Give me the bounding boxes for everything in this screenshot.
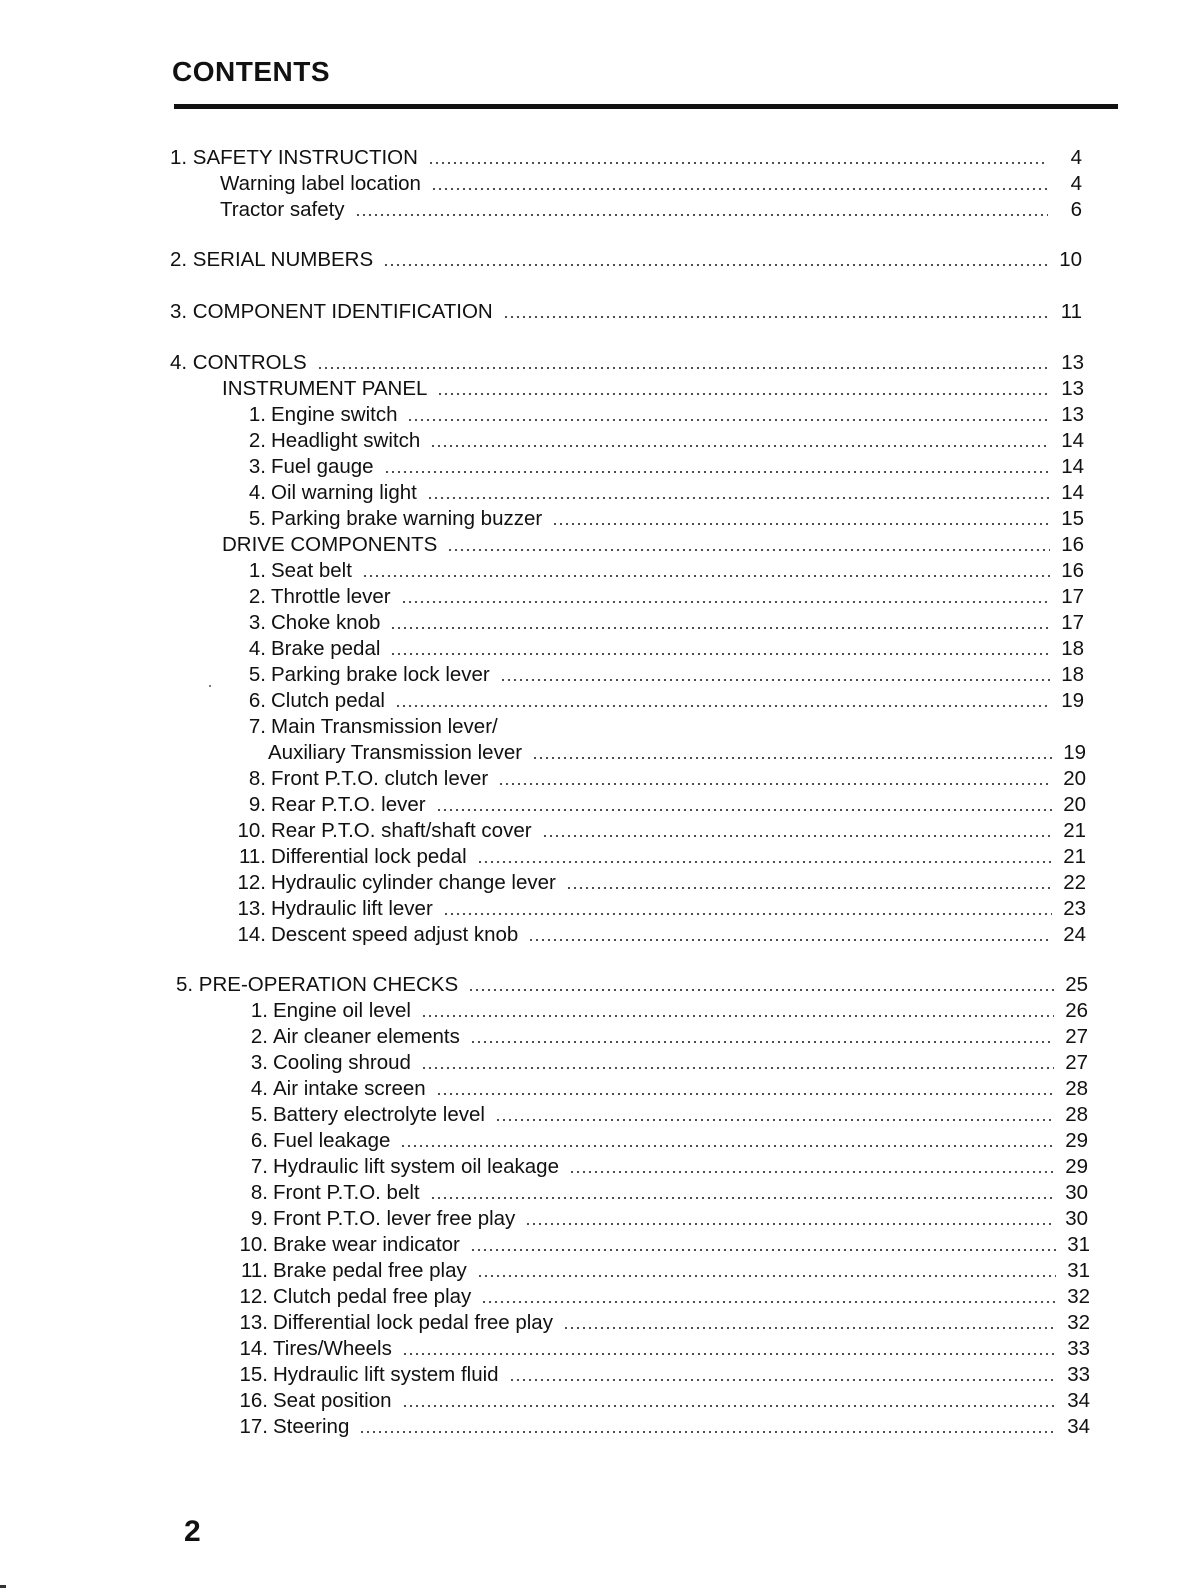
toc-entry-number: 8. xyxy=(248,767,266,790)
toc-entry-label: Engine oil level xyxy=(273,999,411,1022)
toc-entry-page: 26 xyxy=(1065,999,1088,1022)
toc-entry-label: Tractor safety xyxy=(220,198,345,221)
toc-entry-number: 16. xyxy=(239,1389,268,1412)
dot-leader xyxy=(400,1145,1054,1147)
dot-leader xyxy=(525,1223,1054,1225)
toc-entry xyxy=(220,198,1082,222)
toc-entry xyxy=(234,1207,1088,1231)
toc-entry-number: 5. xyxy=(248,663,266,686)
dot-leader xyxy=(552,523,1050,525)
toc-entry xyxy=(232,767,1086,791)
toc-entry-page: 19 xyxy=(1061,689,1084,712)
dot-leader xyxy=(569,1171,1054,1173)
toc-entry-page: 17 xyxy=(1061,611,1084,634)
toc-entry xyxy=(226,1233,1090,1257)
toc-entry-number: 3. xyxy=(248,455,266,478)
toc-entry xyxy=(234,1181,1088,1205)
toc-entry-number: 4. xyxy=(250,1077,268,1100)
dot-leader xyxy=(481,1301,1056,1303)
toc-entry-label: Main Transmission lever/ xyxy=(271,715,498,738)
toc-entry xyxy=(222,377,1084,401)
toc-entry-label: 4. CONTROLS xyxy=(170,351,307,374)
toc-entry-page: 18 xyxy=(1061,637,1084,660)
toc-entry-label: Cooling shroud xyxy=(273,1051,411,1074)
toc-entry-page: 32 xyxy=(1067,1311,1090,1334)
dot-leader xyxy=(563,1327,1056,1329)
toc-entry xyxy=(170,248,1082,272)
toc-entry-number: 7. xyxy=(248,715,266,738)
toc-entry-label: Air intake screen xyxy=(273,1077,426,1100)
dot-leader xyxy=(495,1119,1054,1121)
toc-entry-page: 13 xyxy=(1061,403,1084,426)
toc-entry-page: 10 xyxy=(1059,248,1082,271)
toc-entry-label: Differential lock pedal free play xyxy=(273,1311,553,1334)
toc-entry-page: 28 xyxy=(1065,1103,1088,1126)
toc-entry-page: 33 xyxy=(1067,1337,1090,1360)
dot-leader xyxy=(427,497,1050,499)
toc-entry-label: Warning label location xyxy=(220,172,421,195)
dot-leader xyxy=(384,471,1050,473)
toc-entry-label: Seat position xyxy=(273,1389,392,1412)
toc-entry-page: 20 xyxy=(1063,793,1086,816)
toc-entry-number: 11. xyxy=(239,845,266,868)
page-number: 2 xyxy=(184,1515,201,1548)
toc-entry-page: 34 xyxy=(1067,1415,1090,1438)
dot-leader xyxy=(500,679,1050,681)
dot-leader xyxy=(402,1405,1056,1407)
dot-leader xyxy=(430,1197,1054,1199)
toc-entry-label: Headlight switch xyxy=(271,429,421,452)
dot-leader xyxy=(528,939,1052,941)
dot-leader xyxy=(390,653,1050,655)
toc-entry xyxy=(234,1129,1088,1153)
toc-entry-number: 15. xyxy=(239,1363,268,1386)
dot-leader xyxy=(477,861,1052,863)
toc-entry xyxy=(226,1415,1090,1439)
dot-leader xyxy=(447,549,1050,551)
toc-entry-page: 32 xyxy=(1067,1285,1090,1308)
toc-entry xyxy=(226,1311,1090,1335)
dot-leader xyxy=(532,757,1052,759)
toc-entry-page: 23 xyxy=(1063,897,1086,920)
dot-leader xyxy=(468,989,1054,991)
toc-entry xyxy=(234,1025,1088,1049)
toc-entry-label: 1. SAFETY INSTRUCTION xyxy=(170,146,418,169)
toc-entry xyxy=(234,999,1088,1023)
dot-leader xyxy=(390,627,1050,629)
toc-entry-label: Air cleaner elements xyxy=(273,1025,460,1048)
toc-entry-number: 3. xyxy=(248,611,266,634)
toc-entry xyxy=(170,351,1084,375)
toc-entry-label: Front P.T.O. belt xyxy=(273,1181,420,1204)
toc-entry-page: 11 xyxy=(1060,300,1082,323)
dot-leader xyxy=(443,913,1052,915)
toc-entry xyxy=(232,793,1086,817)
dot-leader xyxy=(509,1379,1056,1381)
toc-entry-label: 2. SERIAL NUMBERS xyxy=(170,248,374,271)
toc-entry xyxy=(232,611,1084,635)
toc-entry xyxy=(232,689,1084,713)
dot-leader xyxy=(402,1353,1056,1355)
toc-entry-page: 14 xyxy=(1061,429,1084,452)
toc-entry-page: 21 xyxy=(1063,845,1086,868)
scan-mark xyxy=(0,1585,6,1588)
dot-leader xyxy=(436,809,1052,811)
toc-entry-label: Choke knob xyxy=(271,611,381,634)
toc-entry xyxy=(232,429,1084,453)
toc-entry xyxy=(232,455,1084,479)
toc-entry-number: 5. xyxy=(248,507,266,530)
dot-leader xyxy=(359,1431,1056,1433)
dot-leader xyxy=(395,705,1050,707)
dot-leader xyxy=(470,1041,1054,1043)
toc-entry xyxy=(232,481,1084,505)
dot-leader xyxy=(317,367,1050,369)
toc-entry-page: 14 xyxy=(1061,481,1084,504)
toc-entry xyxy=(234,1051,1088,1075)
toc-entry-number: 1. xyxy=(248,559,266,582)
toc-entry-page: 21 xyxy=(1063,819,1086,842)
toc-entry-label: Tires/Wheels xyxy=(273,1337,392,1360)
toc-entry-page: 24 xyxy=(1063,923,1086,946)
toc-entry xyxy=(232,715,498,739)
toc-entry-page: 27 xyxy=(1065,1025,1088,1048)
toc-entry-label: Hydraulic cylinder change lever xyxy=(271,871,556,894)
toc-entry-label: INSTRUMENT PANEL xyxy=(222,377,428,400)
toc-entry-page: 31 xyxy=(1067,1259,1090,1282)
toc-entry-number: 9. xyxy=(250,1207,268,1230)
toc-entry-number: 1. xyxy=(248,403,266,426)
toc-entry-label: 3. COMPONENT IDENTIFICATION xyxy=(170,300,493,323)
dot-leader xyxy=(431,188,1048,190)
toc-entry xyxy=(226,1337,1090,1361)
toc-entry-label: Descent speed adjust knob xyxy=(271,923,519,946)
toc-entry-label: Front P.T.O. clutch lever xyxy=(271,767,489,790)
toc-entry-page: 4 xyxy=(1070,146,1082,169)
dot-leader xyxy=(421,1067,1054,1069)
page-title: CONTENTS xyxy=(172,56,330,87)
toc-entry-number: 13. xyxy=(237,897,266,920)
toc-entry-number: 12. xyxy=(237,871,266,894)
dot-leader xyxy=(421,1015,1054,1017)
toc-entry xyxy=(220,172,1082,196)
toc-entry-label: Seat belt xyxy=(271,559,352,582)
toc-entry-page: 13 xyxy=(1061,351,1084,374)
dot-leader xyxy=(477,1275,1056,1277)
toc-entry-number: 1. xyxy=(250,999,268,1022)
scan-speck xyxy=(209,685,211,687)
toc-entry-label: Engine switch xyxy=(271,403,398,426)
toc-entry-page: 17 xyxy=(1061,585,1084,608)
toc-entry-page: 33 xyxy=(1067,1363,1090,1386)
toc-entry-page: 31 xyxy=(1067,1233,1090,1256)
dot-leader xyxy=(503,316,1048,318)
toc-entry xyxy=(222,533,1084,557)
toc-entry-page: 20 xyxy=(1063,767,1086,790)
toc-entry-page: 18 xyxy=(1061,663,1084,686)
toc-entry xyxy=(170,146,1082,170)
dot-leader xyxy=(407,419,1050,421)
dot-leader xyxy=(430,445,1050,447)
toc-entry-label: Hydraulic lift system oil leakage xyxy=(273,1155,559,1178)
toc-entry-label: Clutch pedal xyxy=(271,689,385,712)
toc-entry-label: Fuel leakage xyxy=(273,1129,391,1152)
toc-entry-page: 4 xyxy=(1070,172,1082,195)
toc-entry-number: 14. xyxy=(237,923,266,946)
toc-entry-label: Steering xyxy=(273,1415,350,1438)
toc-entry-label: Differential lock pedal xyxy=(271,845,467,868)
toc-entry-number: 4. xyxy=(248,481,266,504)
toc-entry xyxy=(232,663,1084,687)
dot-leader xyxy=(498,783,1052,785)
toc-entry-number: 9. xyxy=(248,793,266,816)
toc-entry-page: 30 xyxy=(1065,1181,1088,1204)
toc-entry xyxy=(232,585,1084,609)
toc-entry xyxy=(234,1103,1088,1127)
toc-entry-page: 22 xyxy=(1063,871,1086,894)
toc-entry-number: 2. xyxy=(250,1025,268,1048)
toc-entry-page: 6 xyxy=(1070,198,1082,221)
toc-entry-label: Hydraulic lift lever xyxy=(271,897,433,920)
dot-leader xyxy=(542,835,1052,837)
toc-entry-number: 8. xyxy=(250,1181,268,1204)
toc-entry-label: Battery electrolyte level xyxy=(273,1103,485,1126)
toc-entry-number: 12. xyxy=(239,1285,268,1308)
toc-entry-label: Rear P.T.O. shaft/shaft cover xyxy=(271,819,532,842)
toc-entry xyxy=(226,1259,1090,1283)
toc-entry-label: Rear P.T.O. lever xyxy=(271,793,426,816)
toc-entry-number: 4. xyxy=(248,637,266,660)
toc-entry xyxy=(232,507,1084,531)
toc-entry-number: 17. xyxy=(239,1415,268,1438)
dot-leader xyxy=(470,1249,1056,1251)
toc-entry-page: 28 xyxy=(1065,1077,1088,1100)
toc-entry-label: 5. PRE-OPERATION CHECKS xyxy=(176,973,459,996)
toc-entry-label: DRIVE COMPONENTS xyxy=(222,533,438,556)
toc-entry xyxy=(232,559,1084,583)
toc-entry-label: Brake wear indicator xyxy=(273,1233,460,1256)
dot-leader xyxy=(401,601,1050,603)
toc-entry-label: Parking brake lock lever xyxy=(271,663,490,686)
dot-leader xyxy=(436,1093,1054,1095)
toc-entry-label: Front P.T.O. lever free play xyxy=(273,1207,516,1230)
toc-entry-number: 11. xyxy=(241,1259,268,1282)
toc-entry-page: 29 xyxy=(1065,1129,1088,1152)
toc-entry-label: Fuel gauge xyxy=(271,455,374,478)
toc-entry xyxy=(226,1363,1090,1387)
toc-entry-page: 34 xyxy=(1067,1389,1090,1412)
dot-leader xyxy=(566,887,1052,889)
toc-entry xyxy=(224,819,1086,843)
toc-entry xyxy=(170,300,1082,324)
dot-leader xyxy=(355,214,1048,216)
toc-entry xyxy=(268,741,1086,765)
toc-entry-label: Oil warning light xyxy=(271,481,417,504)
toc-entry-number: 5. xyxy=(250,1103,268,1126)
toc-entry-number: 6. xyxy=(248,689,266,712)
toc-entry-number: 3. xyxy=(250,1051,268,1074)
toc-entry-number: 10. xyxy=(237,819,266,842)
dot-leader xyxy=(428,162,1048,164)
toc-entry-label: Auxiliary Transmission lever xyxy=(268,741,523,764)
toc-entry-number: 14. xyxy=(239,1337,268,1360)
toc-entry-page: 16 xyxy=(1061,533,1084,556)
toc-entry xyxy=(234,1155,1088,1179)
toc-entry-number: 2. xyxy=(248,429,266,452)
toc-entry xyxy=(226,1389,1090,1413)
toc-entry xyxy=(224,923,1086,947)
toc-entry-label: Hydraulic lift system fluid xyxy=(273,1363,499,1386)
toc-entry-page: 13 xyxy=(1061,377,1084,400)
toc-entry-page: 14 xyxy=(1061,455,1084,478)
dot-leader xyxy=(437,393,1050,395)
toc-entry xyxy=(224,897,1086,921)
toc-entry-page: 19 xyxy=(1063,741,1086,764)
toc-entry-page: 25 xyxy=(1065,973,1088,996)
toc-entry xyxy=(226,1285,1090,1309)
toc-entry xyxy=(224,871,1086,895)
dot-leader xyxy=(383,264,1048,266)
toc-entry-number: 6. xyxy=(250,1129,268,1152)
toc-entry-label: Throttle lever xyxy=(271,585,391,608)
toc-entry-label: Clutch pedal free play xyxy=(273,1285,472,1308)
toc-entry xyxy=(232,403,1084,427)
toc-entry-page: 29 xyxy=(1065,1155,1088,1178)
toc-entry xyxy=(232,637,1084,661)
dot-leader xyxy=(362,575,1050,577)
toc-entry-number: 10. xyxy=(239,1233,268,1256)
toc-entry-label: Parking brake warning buzzer xyxy=(271,507,543,530)
toc-entry-page: 15 xyxy=(1061,507,1084,530)
toc-entry-page: 30 xyxy=(1065,1207,1088,1230)
toc-entry-number: 7. xyxy=(250,1155,268,1178)
toc-entry-number: 2. xyxy=(248,585,266,608)
toc-entry-label: Brake pedal xyxy=(271,637,381,660)
toc-entry xyxy=(224,845,1086,869)
toc-entry-page: 16 xyxy=(1061,559,1084,582)
toc-entry-page: 27 xyxy=(1065,1051,1088,1074)
toc-entry xyxy=(176,973,1088,997)
toc-entry-number: 13. xyxy=(239,1311,268,1334)
toc-entry xyxy=(234,1077,1088,1101)
toc-entry-label: Brake pedal free play xyxy=(273,1259,467,1282)
